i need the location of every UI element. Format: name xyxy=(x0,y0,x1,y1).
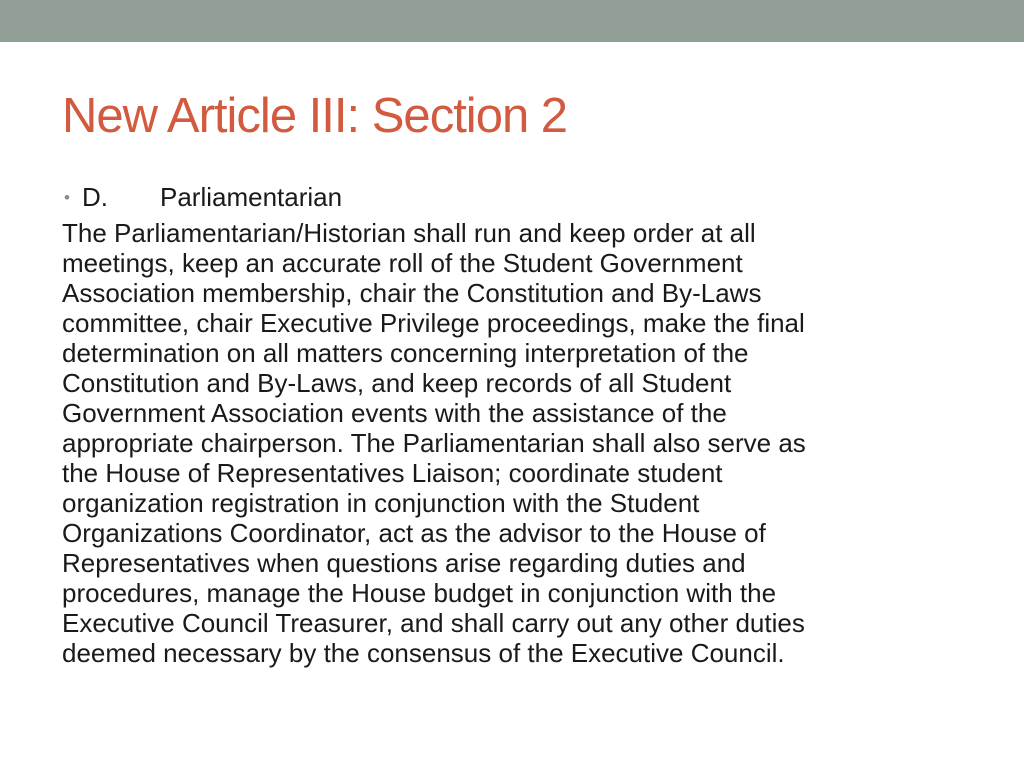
body-line: determination on all matters concerning interpretation of the xyxy=(62,338,749,368)
bullet-item xyxy=(64,181,342,213)
bullet-dot-icon: • xyxy=(64,188,70,207)
top-accent-bar xyxy=(0,0,1024,42)
body-line: The Parliamentarian/Historian shall run and keep order at all xyxy=(62,218,756,248)
body-line: meetings, keep an accurate roll of the Student Government xyxy=(62,248,743,278)
body-line: Government Association events with the assistance of the xyxy=(62,398,727,428)
body-line: Organizations Coordinator, act as the advisor to the House of xyxy=(62,518,766,548)
body-line: Executive Council Treasurer, and shall carry out any other duties xyxy=(62,608,805,638)
body-line: appropriate chairperson. The Parliamentarian shall also serve as xyxy=(62,428,806,458)
body-line: procedures, manage the House budget in conjunction with the xyxy=(62,578,777,608)
body-paragraph xyxy=(62,218,982,668)
body-line: Association membership, chair the Constitution and By-Laws xyxy=(62,278,762,308)
slide-title: New Article III: Section 2 xyxy=(62,89,568,143)
bullet-label: Parliamentarian xyxy=(160,182,343,212)
body-line: committee, chair Executive Privilege proceedings, make the final xyxy=(62,308,805,338)
body-line: the House of Representatives Liaison; coordinate student xyxy=(62,458,723,488)
body-line: deemed necessary by the consensus of the Executive Council. xyxy=(62,638,785,668)
bullet-letter: D. xyxy=(82,182,108,212)
body-line: Representatives when questions arise regarding duties and xyxy=(62,548,746,578)
body-line: Constitution and By-Laws, and keep records of all Student xyxy=(62,368,732,398)
body-line: organization registration in conjunction with the Student xyxy=(62,488,700,518)
